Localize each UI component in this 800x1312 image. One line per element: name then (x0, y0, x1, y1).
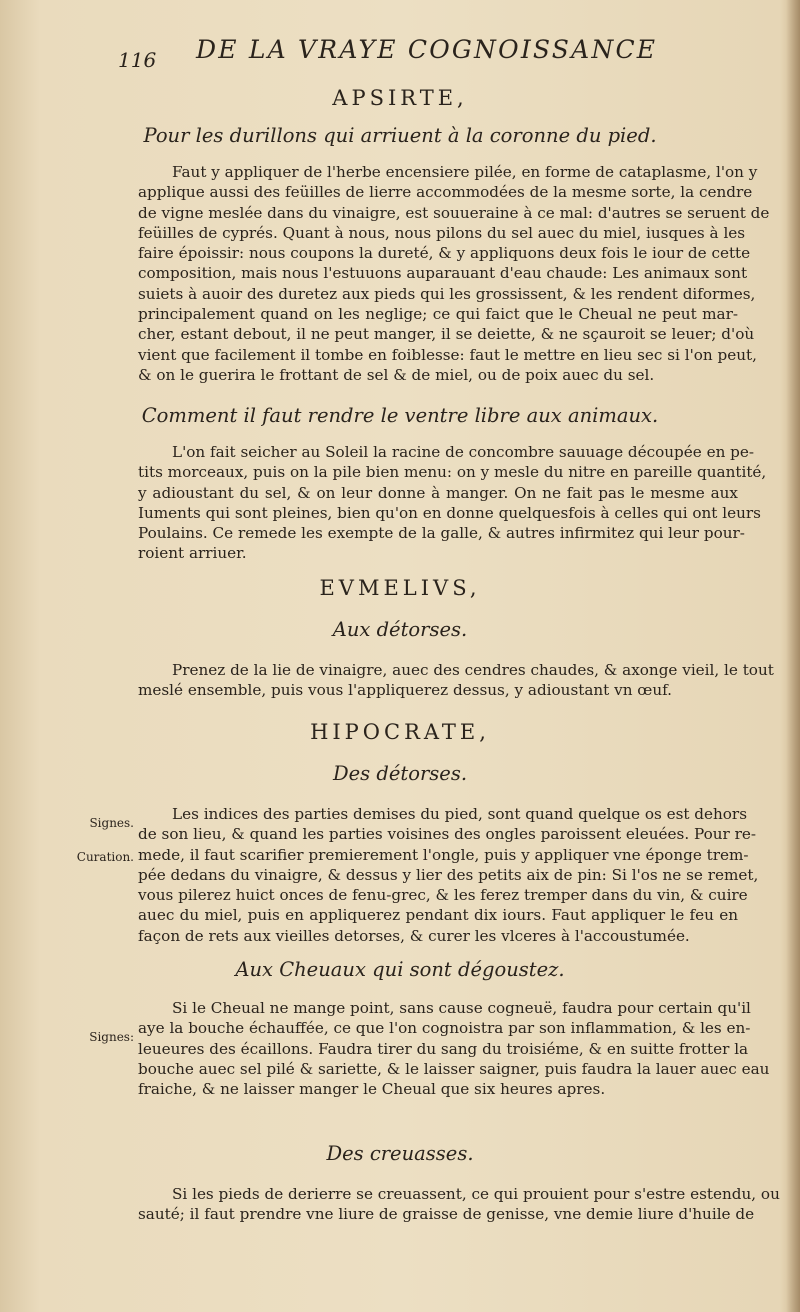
page-number: 116 (118, 48, 157, 72)
text-line: Les indices des parties demises du pied, sont quand quelque os est dehors (172, 805, 747, 823)
paragraph-ventre (138, 442, 767, 564)
text-line: de son lieu, & quand les parties voisines des ongles paroissent eleuées. Pour re- (138, 825, 756, 844)
paragraph-degoustez (138, 998, 770, 1099)
subheading-degoustez: Aux Cheuaux qui sont dégoustez. (235, 958, 565, 981)
text-line: roient arriuer. (138, 544, 247, 563)
text-line: tits morceaux, puis on la pile bien menu: on y mesle du nitre en pareille quantité, (138, 463, 767, 482)
text-line: cher, estant debout, il ne peut manger, il se deiette, & ne sçauroit se leuer; d'où (138, 325, 755, 344)
margin-note-curation: Curation. (76, 850, 134, 864)
paragraph-durillons (138, 162, 770, 385)
page-edge-shadow (786, 0, 800, 1312)
page-header (112, 32, 712, 72)
text-line: & on le guerira le frottant de sel & de miel, ou de poix auec du sel. (138, 365, 655, 384)
text-line: y adioustant du sel, & on leur donne à manger. On ne fait pas le mesme aux (138, 483, 738, 502)
paragraph-detorses-2 (138, 804, 759, 946)
text-line: auec du miel, puis en appliquerez pendant dix iours. Faut appliquer le feu en (138, 906, 738, 925)
paragraph-detorses-1 (138, 660, 774, 701)
text-line: suiets à auoir des duretez aux pieds qui les grossissent, & les rendent diformes, (138, 284, 756, 303)
text-line: aye la bouche échauffée, ce que l'on cognoistra par son inflammation, & les en- (138, 1019, 751, 1038)
margin-note-signes: Signes. (89, 816, 134, 830)
text-line: Poulains. Ce remede les exempte de la galle, & autres infirmitez qui leur pour- (138, 524, 745, 543)
text-line: sauté; il faut prendre vne liure de graisse de genisse, vne demie liure d'huile de (138, 1205, 755, 1224)
margin-note-signes-2: Signes: (89, 1030, 134, 1044)
text-line: de vigne meslée dans du vinaigre, est souueraine à ce mal: d'autres se seruent de (138, 203, 770, 222)
text-line: composition, mais nous l'estuuons auparauant d'eau chaude: Les animaux sont (138, 264, 748, 283)
text-line: vient que facilement il tombe en foiblesse: faut le mettre en lieu sec si l'on peut, (138, 345, 757, 364)
subheading-detorses-2: Des détorses. (332, 762, 468, 785)
text-line: Iuments qui sont pleines, bien qu'on en donne quelquesfois à celles qui ont leurs (138, 503, 761, 522)
subheading-creuasses: Des creuasses. (326, 1142, 474, 1165)
text-line: fraiche, & ne laisser manger le Cheual que six heures apres. (138, 1080, 606, 1099)
text-line: Prenez de la lie de vinaigre, auec des cendres chaudes, & axonge vieil, le tout (172, 661, 774, 679)
text-line: feüilles de cyprés. Quant à nous, nous pilons du sel auec du miel, iusques à les (138, 223, 746, 242)
text-line: mede, il faut scarifier premierement l'ongle, puis y appliquer vne éponge trem- (138, 845, 749, 864)
text-line: Faut y appliquer de l'herbe encensiere pilée, en forme de cataplasme, l'on y (172, 163, 758, 181)
section-heading-hipocrate: HIPOCRATE, (310, 720, 490, 744)
text-line: applique aussi des feüilles de lierre accommodées de la mesme sorte, la cendre (138, 183, 753, 202)
text-line: leueures des écaillons. Faudra tirer du sang du troisiéme, & en suitte frotter la (138, 1039, 749, 1058)
subheading-ventre: Comment il faut rendre le ventre libre aux animaux. (141, 404, 659, 427)
section-heading-eumelius: EVMELIVS, (319, 576, 481, 600)
paragraph-creuasses (138, 1184, 780, 1225)
text-line: Si les pieds de derierre se creuassent, ce qui prouient pour s'estre estendu, ou (172, 1185, 780, 1203)
text-line: faire époissir: nous coupons la dureté, & y appliquons deux fois le iour de cette (138, 244, 751, 263)
text-line: bouche auec sel pilé & sariette, & le laisser saigner, puis faudra la lauer auec eau (138, 1059, 770, 1078)
text-line: meslé ensemble, puis vous l'appliquerez dessus, y adioustant vn œuf. (138, 681, 673, 700)
section-heading-apsirte: APSIRTE, (332, 86, 468, 110)
text-line: L'on fait seicher au Soleil la racine de concombre sauuage découpée en pe- (172, 443, 755, 461)
text-line: façon de rets aux vieilles detorses, & curer les vlceres à l'accoustumée. (138, 926, 690, 945)
text-line: Si le Cheual ne mange point, sans cause cogneuë, faudra pour certain qu'il (172, 999, 751, 1017)
subheading-durillons: Pour les durillons qui arriuent à la coronne du pied. (143, 124, 657, 147)
running-title: DE LA VRAYE COGNOISSANCE (196, 35, 658, 64)
text-line: pée dedans du vinaigre, & dessus y lier des petits aix de pin: Si l'os ne se remet, (138, 865, 759, 884)
subheading-detorses-1: Aux détorses. (332, 618, 468, 641)
text-line: principalement quand on les neglige; ce qui faict que le Cheual ne peut mar- (138, 305, 738, 324)
text-line: vous pilerez huict onces de fenu-grec, & les ferez tremper dans du vin, & cuire (138, 886, 748, 905)
